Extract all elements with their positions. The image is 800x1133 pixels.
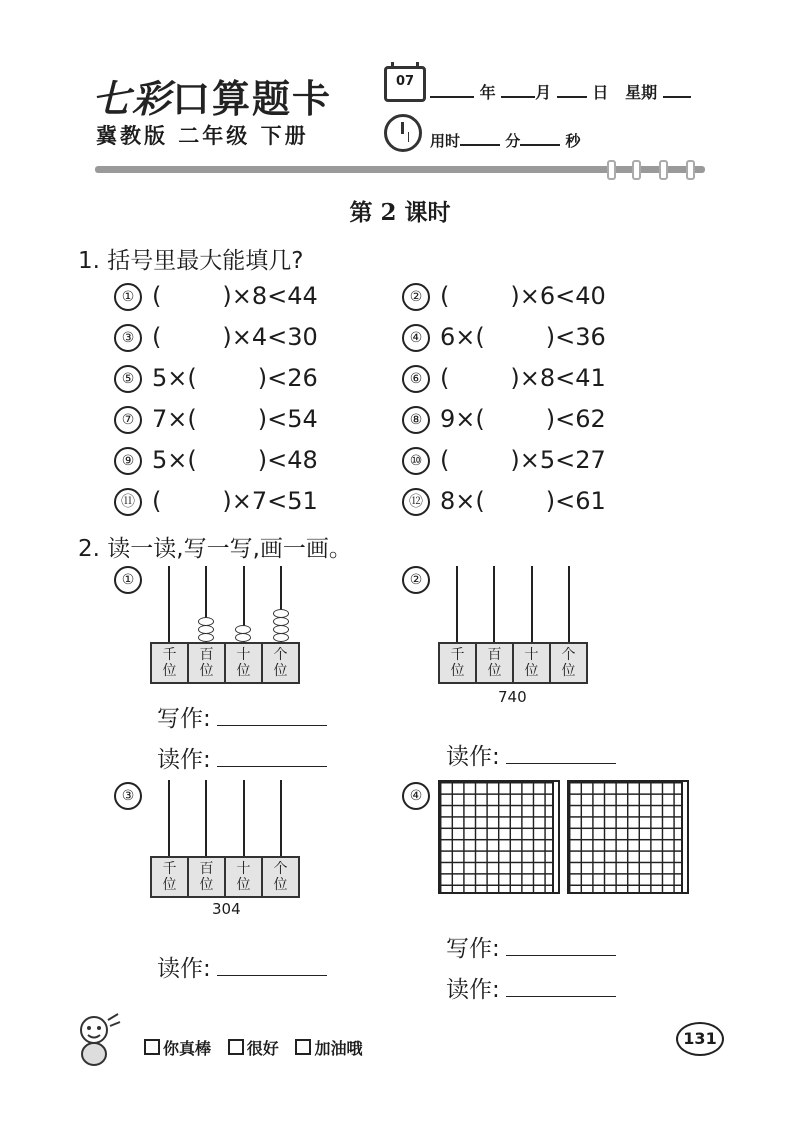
hundred-block-side	[554, 780, 560, 894]
question-1-item: ④ 6×( )<36	[402, 323, 606, 352]
abacus-3	[150, 780, 300, 894]
place-value-label: 千 位	[152, 858, 189, 896]
abacus-2	[438, 566, 588, 680]
abacus-rod	[168, 566, 170, 642]
edition-label: 冀教版 二年级 下册	[96, 124, 309, 148]
place-value-base	[150, 642, 300, 684]
abacus-rod	[568, 566, 570, 642]
place-value-label: 百 位	[189, 858, 226, 896]
clock-icon	[384, 114, 422, 152]
rating-checkbox-2[interactable]: 很好	[228, 1039, 279, 1058]
abacus-bead	[235, 625, 251, 634]
abacus-rod	[205, 780, 207, 856]
question-1-item: ② ( )×6<40	[402, 282, 606, 311]
hundred-block-side	[683, 780, 689, 894]
abacus-bead	[273, 609, 289, 618]
write-row-4: 写作:	[446, 930, 616, 963]
abacus-rod	[243, 780, 245, 856]
abacus-bead	[273, 625, 289, 634]
question-1-item: ⑤ 5×( )<26	[114, 364, 318, 393]
place-value-label: 百 位	[477, 644, 514, 682]
place-value-label: 千 位	[440, 644, 477, 682]
question-1-item: ⑨ 5×( )<48	[114, 446, 318, 475]
hundred-block	[438, 780, 554, 894]
read-row-3: 读作:	[157, 950, 327, 983]
date-line: 年 月 日 星期	[430, 80, 691, 103]
binder-ring-icon	[659, 160, 668, 180]
question-1-item: ⑧ 9×( )<62	[402, 405, 606, 434]
read-row-2: 读作:	[446, 738, 616, 771]
abacus-bead	[198, 625, 214, 634]
rating-checkbox-3[interactable]: 加油哦	[295, 1039, 362, 1058]
abacus-rod	[456, 566, 458, 642]
question-2-title: 2. 读一读,写一写,画一画。	[78, 536, 352, 562]
place-value-label: 十 位	[514, 644, 551, 682]
abacus-bead	[198, 633, 214, 642]
abacus-rod	[280, 780, 282, 856]
place-value-base	[150, 856, 300, 898]
rating-checkbox-1[interactable]: 你真棒	[144, 1039, 211, 1058]
read-row-4: 读作:	[446, 971, 616, 1004]
binder-ring-icon	[632, 160, 641, 180]
abacus-rod	[168, 780, 170, 856]
question-1-item: ③ ( )×4<30	[114, 323, 318, 352]
brand-logo: 七彩口算题卡	[92, 76, 333, 121]
abacus-bead	[235, 633, 251, 642]
lesson-title: 第 2 课时	[349, 199, 451, 226]
abacus-1	[150, 566, 300, 680]
place-value-label: 个 位	[273, 647, 288, 679]
abacus-bead	[273, 617, 289, 626]
problem-1-number: ①	[114, 566, 152, 594]
question-1-item: ⑥ ( )×8<41	[402, 364, 606, 393]
place-value-base	[438, 642, 588, 684]
time-line: 用时 分 秒	[430, 128, 581, 151]
question-1-title: 1. 括号里最大能填几?	[78, 248, 304, 274]
calendar-icon: 07	[384, 66, 426, 102]
place-value-label: 十 位	[226, 858, 263, 896]
place-value-label: 个 位	[561, 647, 576, 679]
write-row-1: 写作:	[157, 700, 327, 733]
page-number: 131	[676, 1022, 724, 1056]
binder-ring-icon	[607, 160, 616, 180]
problem-3-number: ③	[114, 782, 152, 810]
abacus-bead	[198, 617, 214, 626]
place-value-label: 十 位	[226, 644, 263, 682]
problem-4-number: ④	[402, 782, 440, 810]
question-1-item: ⑪ ( )×7<51	[114, 487, 318, 516]
place-value-label: 百 位	[189, 644, 226, 682]
number-304: 304	[212, 900, 241, 918]
abacus-rod	[493, 566, 495, 642]
abacus-bead	[273, 633, 289, 642]
rating-options	[144, 1036, 362, 1059]
question-1-item: ⑦ 7×( )<54	[114, 405, 318, 434]
binder-ring-icon	[686, 160, 695, 180]
hundred-block	[567, 780, 683, 894]
mascot-icon	[72, 1010, 124, 1068]
place-value-label: 个 位	[273, 861, 288, 893]
question-1-item: ⑫ 8×( )<61	[402, 487, 606, 516]
abacus-rod	[531, 566, 533, 642]
problem-2-number: ②	[402, 566, 440, 594]
question-1-item: ⑩ ( )×5<27	[402, 446, 606, 475]
number-740: 740	[498, 688, 527, 706]
read-row-1: 读作:	[157, 741, 327, 774]
question-1-item: ① ( )×8<44	[114, 282, 318, 311]
place-value-label: 千 位	[152, 644, 189, 682]
